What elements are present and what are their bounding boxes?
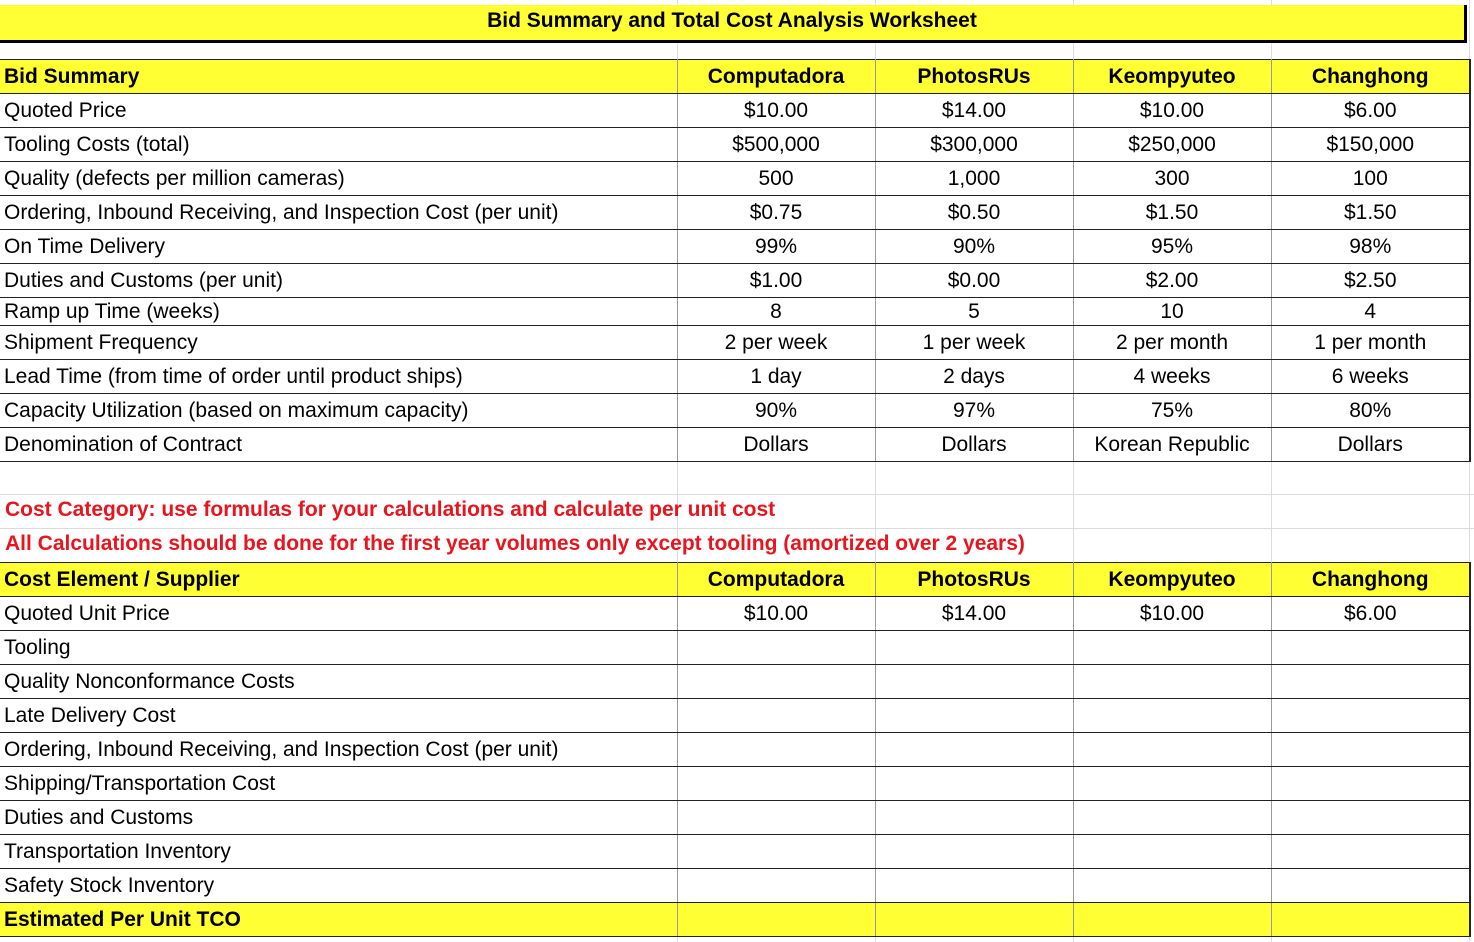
cell[interactable]: $0.50 (875, 196, 1073, 230)
cell[interactable]: 1 per month (1271, 326, 1470, 360)
table-row (0, 128, 1470, 162)
row-label[interactable]: Safety Stock Inventory (0, 869, 677, 903)
cell[interactable] (1271, 869, 1470, 903)
cell[interactable]: Dollars (1271, 428, 1470, 462)
cell[interactable] (875, 801, 1073, 835)
supplier-header-keompyuteo[interactable]: Keompyuteo (1073, 563, 1271, 597)
cell[interactable] (1271, 801, 1470, 835)
cost-analysis-table (0, 562, 1471, 937)
table-row (0, 733, 1470, 767)
cell[interactable] (1271, 631, 1470, 665)
cell[interactable]: Korean Republic (1073, 428, 1271, 462)
table-row (0, 196, 1470, 230)
cell[interactable]: $10.00 (677, 94, 875, 128)
table-row (0, 264, 1470, 298)
cell[interactable]: $14.00 (875, 597, 1073, 631)
cell[interactable]: $6.00 (1271, 597, 1470, 631)
cell[interactable] (1271, 665, 1470, 699)
cell[interactable] (677, 631, 875, 665)
cell[interactable]: 300 (1073, 162, 1271, 196)
table-row (0, 597, 1470, 631)
table-row (0, 326, 1470, 360)
cell[interactable]: 1 per week (875, 326, 1073, 360)
row-label[interactable]: On Time Delivery (0, 230, 677, 264)
cell[interactable]: $250,000 (1073, 128, 1271, 162)
row-label[interactable]: Quality (defects per million cameras) (0, 162, 677, 196)
cell[interactable]: 97% (875, 394, 1073, 428)
row-label[interactable]: Shipping/Transportation Cost (0, 767, 677, 801)
cell[interactable]: $500,000 (677, 128, 875, 162)
supplier-header-photosrus[interactable]: PhotosRUs (875, 563, 1073, 597)
row-label[interactable]: Quality Nonconformance Costs (0, 665, 677, 699)
cell[interactable] (1073, 767, 1271, 801)
cell[interactable] (1073, 903, 1271, 937)
cell[interactable] (875, 767, 1073, 801)
cell[interactable] (1073, 869, 1271, 903)
cell[interactable] (677, 869, 875, 903)
cell[interactable]: 6 weeks (1271, 360, 1470, 394)
row-label[interactable]: Lead Time (from time of order until product ships) (0, 360, 677, 394)
cell[interactable]: 2 per week (677, 326, 875, 360)
supplier-header-keompyuteo[interactable]: Keompyuteo (1073, 60, 1271, 94)
cell[interactable] (1073, 801, 1271, 835)
cell[interactable]: Dollars (677, 428, 875, 462)
cell[interactable]: 1,000 (875, 162, 1073, 196)
instruction-note-1: Cost Category: use formulas for your calculations and calculate per unit cost (5, 498, 776, 521)
cell[interactable]: 500 (677, 162, 875, 196)
row-label[interactable]: Quoted Price (0, 94, 677, 128)
cell[interactable]: $1.00 (677, 264, 875, 298)
cell[interactable] (875, 699, 1073, 733)
total-row (0, 903, 1470, 937)
table-row (0, 428, 1470, 462)
row-label[interactable]: Tooling (0, 631, 677, 665)
cell[interactable]: $0.75 (677, 196, 875, 230)
table-row (0, 767, 1470, 801)
cell[interactable]: 90% (677, 394, 875, 428)
cell[interactable]: $14.00 (875, 94, 1073, 128)
cell[interactable]: $2.00 (1073, 264, 1271, 298)
cell[interactable]: 75% (1073, 394, 1271, 428)
cell[interactable]: 2 days (875, 360, 1073, 394)
cell[interactable]: $2.50 (1271, 264, 1470, 298)
cell[interactable] (1271, 699, 1470, 733)
cell[interactable]: 100 (1271, 162, 1470, 196)
table-row (0, 298, 1470, 326)
cell[interactable] (875, 631, 1073, 665)
cell[interactable]: $0.00 (875, 264, 1073, 298)
header-cell[interactable]: Bid Summary (0, 60, 677, 94)
cell[interactable] (677, 767, 875, 801)
cell[interactable]: 4 (1271, 298, 1470, 326)
cell[interactable] (875, 733, 1073, 767)
cell[interactable] (1271, 767, 1470, 801)
cell[interactable]: 10 (1073, 298, 1271, 326)
row-label[interactable]: Quoted Unit Price (0, 597, 677, 631)
worksheet-title: Bid Summary and Total Cost Analysis Worksheet (0, 5, 1467, 43)
cell[interactable]: $10.00 (1073, 94, 1271, 128)
table-row (0, 699, 1470, 733)
table-row (0, 394, 1470, 428)
cell[interactable]: $10.00 (677, 597, 875, 631)
row-label[interactable]: Capacity Utilization (based on maximum capacity) (0, 394, 677, 428)
cell[interactable] (1073, 665, 1271, 699)
cell[interactable]: 5 (875, 298, 1073, 326)
row-label[interactable]: Late Delivery Cost (0, 699, 677, 733)
cell[interactable] (875, 665, 1073, 699)
cell[interactable] (677, 835, 875, 869)
cell[interactable] (677, 665, 875, 699)
cell[interactable] (1073, 733, 1271, 767)
cell[interactable] (1073, 631, 1271, 665)
bid-summary-table (0, 59, 1471, 462)
cell[interactable] (1271, 835, 1470, 869)
header-cell[interactable]: Cost Element / Supplier (0, 563, 677, 597)
table-row (0, 631, 1470, 665)
cost-header-row (0, 563, 1470, 597)
supplier-header-photosrus[interactable]: PhotosRUs (875, 60, 1073, 94)
table-row (0, 835, 1470, 869)
table-row (0, 94, 1470, 128)
table-row (0, 162, 1470, 196)
cell[interactable]: 80% (1271, 394, 1470, 428)
cell[interactable] (875, 869, 1073, 903)
supplier-header-computadora[interactable]: Computadora (677, 60, 875, 94)
table-row (0, 801, 1470, 835)
cell[interactable]: Dollars (875, 428, 1073, 462)
cell[interactable]: 90% (875, 230, 1073, 264)
instruction-note-2: All Calculations should be done for the first year volumes only except tooling (amortized over 2 years) (5, 532, 1025, 555)
row-label[interactable]: Tooling Costs (total) (0, 128, 677, 162)
row-label[interactable]: Ordering, Inbound Receiving, and Inspection Cost (per unit) (0, 733, 677, 767)
cell[interactable] (1073, 835, 1271, 869)
table-row (0, 869, 1470, 903)
cell[interactable] (1073, 699, 1271, 733)
cell[interactable] (875, 903, 1073, 937)
row-label[interactable]: Shipment Frequency (0, 326, 677, 360)
cell[interactable]: $10.00 (1073, 597, 1271, 631)
cell[interactable]: 95% (1073, 230, 1271, 264)
table-row (0, 665, 1470, 699)
table-row (0, 360, 1470, 394)
cell[interactable]: 2 per month (1073, 326, 1271, 360)
bid-summary-header-row (0, 60, 1470, 94)
cell[interactable]: $1.50 (1271, 196, 1470, 230)
cell[interactable] (677, 733, 875, 767)
cell[interactable] (677, 801, 875, 835)
supplier-header-changhong[interactable]: Changhong (1271, 563, 1470, 597)
cell[interactable] (1271, 733, 1470, 767)
cell[interactable]: $300,000 (875, 128, 1073, 162)
table-row (0, 230, 1470, 264)
cell[interactable] (875, 835, 1073, 869)
cell[interactable]: $1.50 (1073, 196, 1271, 230)
row-label[interactable]: Ramp up Time (weeks) (0, 298, 677, 326)
row-label[interactable]: Estimated Per Unit TCO (0, 903, 677, 937)
cell[interactable]: 4 weeks (1073, 360, 1271, 394)
cell[interactable]: 1 day (677, 360, 875, 394)
supplier-header-changhong[interactable]: Changhong (1271, 60, 1470, 94)
row-label[interactable]: Denomination of Contract (0, 428, 677, 462)
row-label[interactable]: Duties and Customs (per unit) (0, 264, 677, 298)
cell[interactable] (677, 699, 875, 733)
cell[interactable]: 98% (1271, 230, 1470, 264)
row-label[interactable]: Ordering, Inbound Receiving, and Inspection Cost (per unit) (0, 196, 677, 230)
cell[interactable]: $150,000 (1271, 128, 1470, 162)
cell[interactable] (1271, 903, 1470, 937)
cell[interactable]: 99% (677, 230, 875, 264)
supplier-header-computadora[interactable]: Computadora (677, 563, 875, 597)
row-label[interactable]: Transportation Inventory (0, 835, 677, 869)
cell[interactable] (677, 903, 875, 937)
row-label[interactable]: Duties and Customs (0, 801, 677, 835)
cell[interactable]: 8 (677, 298, 875, 326)
cell[interactable]: $6.00 (1271, 94, 1470, 128)
